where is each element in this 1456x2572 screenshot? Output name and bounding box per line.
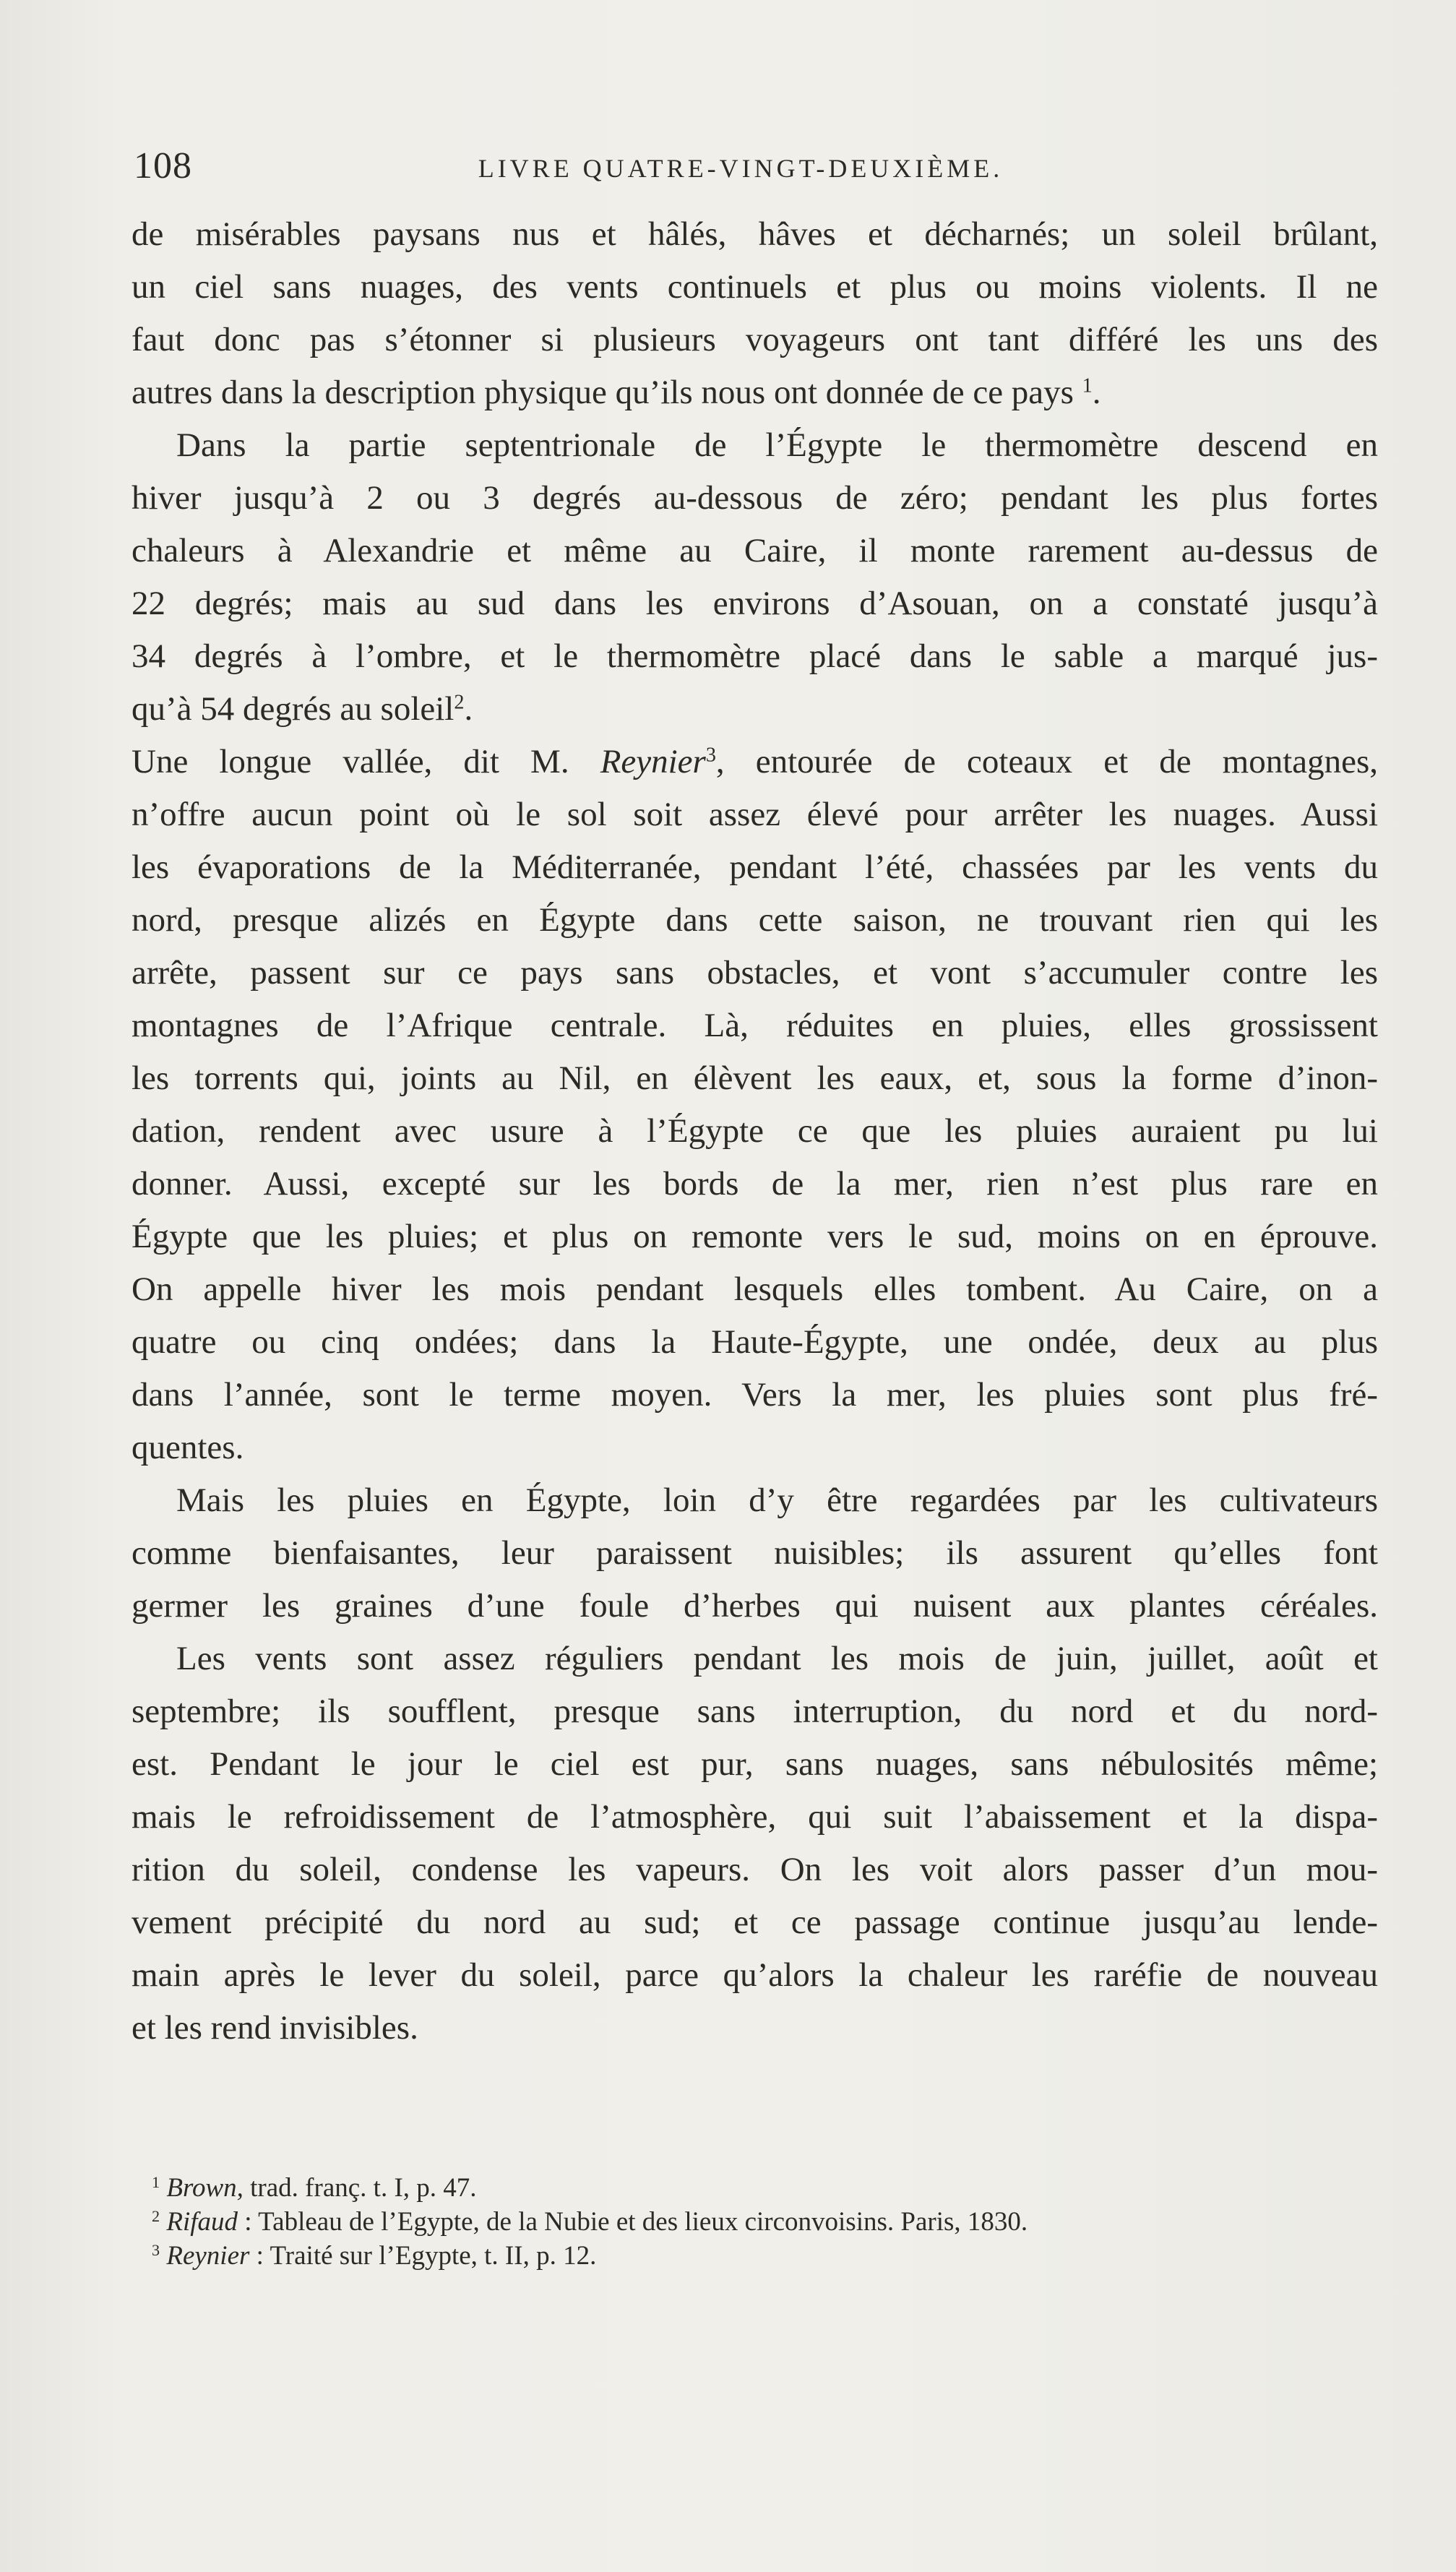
paragraph-start: Les vents sont assez réguliers pendant les mois de juin, juillet, août et xyxy=(176,1640,1378,1677)
line-text: , entourée de coteaux et de montagnes, xyxy=(715,743,1379,780)
line-text: qu’à 54 degrés au soleil xyxy=(132,690,455,728)
text-line: Égypte que les pluies; et plus on remonte vers le sud, moins on en éprouve. xyxy=(132,1218,1378,1255)
footnote-author: Rifaud xyxy=(166,2207,238,2237)
text-line: montagnes de l’Afrique centrale. Là, réduites en pluies, elles grossissent xyxy=(132,1007,1378,1044)
text-line: quatre ou cinq ondées; dans la Haute-Égypte, une ondée, deux au plus xyxy=(132,1323,1378,1361)
text-line: nord, presque alizés en Égypte dans cette saison, ne trouvant rien qui les xyxy=(132,901,1378,939)
footnote xyxy=(152,2205,1380,2239)
footnote xyxy=(152,2171,1380,2205)
text-line: faut donc pas s’étonner si plusieurs voyageurs ont tant différé les uns des xyxy=(132,321,1378,358)
text-line: n’offre aucun point où le sol soit assez élevé pour arrêter les nuages. Aussi xyxy=(132,796,1378,833)
footnote-author: Reynier xyxy=(166,2241,250,2271)
footnote-number: 1 xyxy=(152,2172,160,2191)
text-line: rition du soleil, condense les vapeurs. On les voit alors passer d’un mou- xyxy=(132,1851,1378,1888)
text-line: quentes. xyxy=(132,1429,244,1466)
line-text: autres dans la description physique qu’ils nous ont donnée de ce pays xyxy=(132,374,1074,411)
running-title: LIVRE QUATRE-VINGT-DEUXIÈME. xyxy=(478,154,1004,183)
running-head xyxy=(134,145,1377,188)
footnote-number: 3 xyxy=(152,2240,160,2259)
text-line xyxy=(132,736,1378,788)
text-line: un ciel sans nuages, des vents continuels et plus ou moins violents. Il ne xyxy=(132,268,1378,306)
text-line: de misérables paysans nus et hâlés, hâves et décharnés; un soleil brûlant, xyxy=(132,215,1378,253)
text-line: mais le refroidissement de l’atmosphère, qui suit l’abaissement et la dispa- xyxy=(132,1798,1378,1836)
text-line: septembre; ils soufflent, presque sans interruption, du nord et du nord- xyxy=(132,1693,1378,1730)
paragraph-start: Mais les pluies en Égypte, loin d’y être regardées par les cultivateurs xyxy=(176,1481,1378,1519)
text-line: main après le lever du soleil, parce qu’alors la chaleur les raréfie de nouveau xyxy=(132,1956,1378,1994)
text-line: les torrents qui, joints au Nil, en élèvent les eaux, et, sous la forme d’inon- xyxy=(132,1059,1378,1097)
footnote xyxy=(152,2239,1380,2273)
text-line: qu’à 54 degrés au soleil$^2$. xyxy=(132,690,473,728)
text-line: germer les graines d’une foule d’herbes qui nuisent aux plantes céréales. xyxy=(132,1587,1378,1625)
text-line: dans l’année, sont le terme moyen. Vers la mer, les pluies sont plus fré- xyxy=(132,1376,1378,1414)
line-text: Une longue vallée, dit M. xyxy=(132,743,569,780)
footnotes xyxy=(152,2171,1380,2273)
text-line: chaleurs à Alexandrie et même au Caire, il monte rarement au-dessus de xyxy=(132,532,1378,569)
text-line: vement précipité du nord au sud; et ce passage continue jusqu’au lende- xyxy=(132,1904,1378,1941)
footnote-text: : Traité sur l’Egypte, t. II, p. 12. xyxy=(249,2241,597,2271)
page-number: 108 xyxy=(134,145,192,186)
footnote-number: 2 xyxy=(152,2206,160,2225)
text-line: hiver jusqu’à 2 ou 3 degrés au-dessous de zéro; pendant les plus fortes xyxy=(132,479,1378,517)
footnote-author: Brown, xyxy=(166,2173,244,2203)
text-line: et les rend invisibles. xyxy=(132,2009,418,2047)
author-name: Reynier xyxy=(600,743,706,780)
footnote-text: trad. franç. t. I, p. 47. xyxy=(243,2173,477,2203)
footnote-ref: 1 xyxy=(1082,374,1093,397)
text-line: est. Pendant le jour le ciel est pur, sans nuages, sans nébulosités même; xyxy=(132,1745,1378,1783)
text-line: autres dans la description physique qu’ils nous ont donnée de ce pays $^1$. xyxy=(132,374,1101,411)
text-line: On appelle hiver les mois pendant lesquels elles tombent. Au Caire, on a xyxy=(132,1270,1378,1308)
text-line: 34 degrés à l’ombre, et le thermomètre placé dans le sable a marqué jus- xyxy=(132,637,1378,675)
footnote-ref: 3 xyxy=(705,744,716,767)
text-line: arrête, passent sur ce pays sans obstacles, et vont s’accumuler contre les xyxy=(132,954,1378,992)
footnote-ref: 2 xyxy=(454,691,465,714)
text-line: 22 degrés; mais au sud dans les environs d’Asouan, on a constaté jusqu’à xyxy=(132,585,1378,622)
body-text xyxy=(132,208,1378,2055)
text-line: dation, rendent avec usure à l’Égypte ce que les pluies auraient pu lui xyxy=(132,1112,1378,1150)
text-line: les évaporations de la Méditerranée, pendant l’été, chassées par les vents du xyxy=(132,848,1378,886)
text-line: donner. Aussi, excepté sur les bords de la mer, rien n’est plus rare en xyxy=(132,1165,1378,1203)
paragraph-start: Dans la partie septentrionale de l’Égypte le thermomètre descend en xyxy=(176,426,1378,464)
footnote-text: : Tableau de l’Egypte, de la Nubie et des lieux circonvoisins. Paris, 1830. xyxy=(238,2207,1028,2237)
text-line: comme bienfaisantes, leur paraissent nuisibles; ils assurent qu’elles font xyxy=(132,1534,1378,1572)
